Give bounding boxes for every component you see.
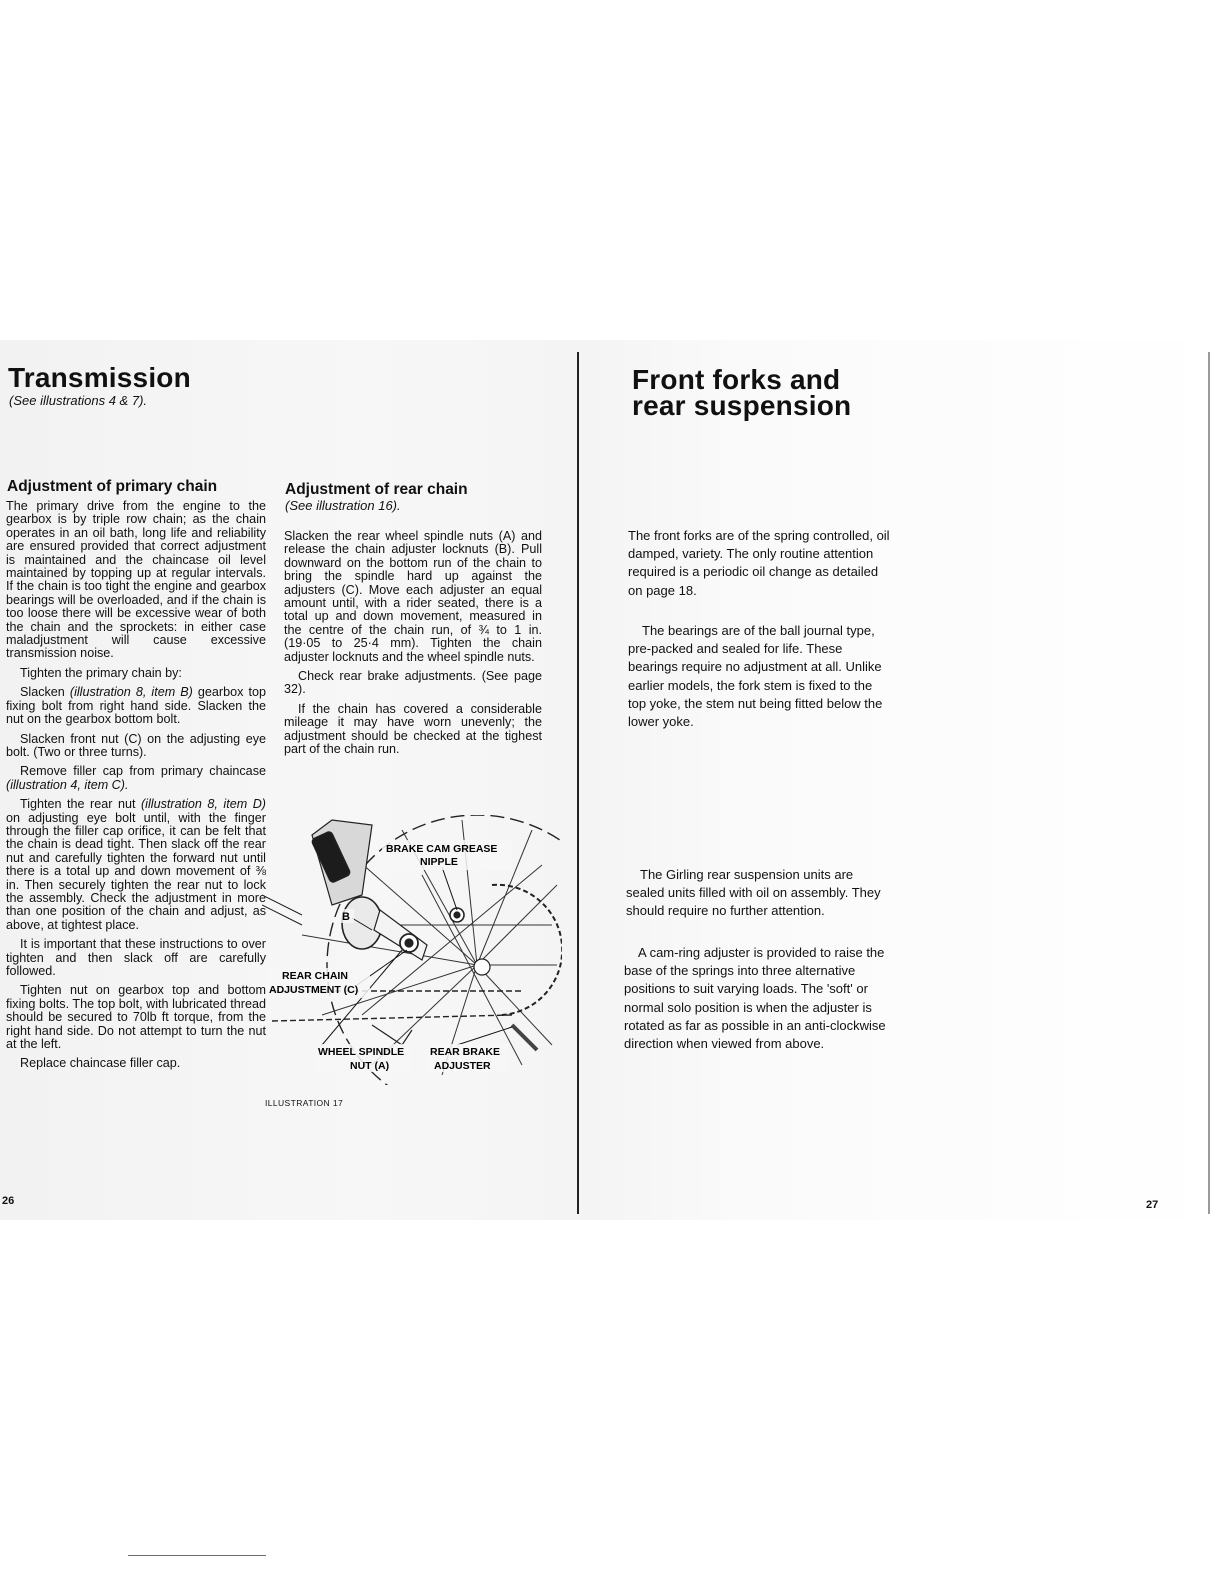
rear-chain-wear-paragraph: If the chain has covered a considerable mileage it may have worn unevenly; the adjustment should be checked at the tighest part of the chain run. [284,701,542,757]
left-page-number: 26 [2,1195,15,1207]
primary-step-replace-cap: Replace chaincase filler cap. [20,1056,181,1071]
left-page-title: Transmission [8,362,191,393]
rear-wheel-illustration [262,815,562,1085]
cam-ring-adjuster-paragraph: A cam-ring adjuster is provided to raise the base of the springs into three alternative positions to suit varying loads. The 'soft' or normal solo position is when the adjuster is rotated as far as possible in an anti-clockwise direction when viewed from above. [624,945,886,1052]
front-forks-paragraph: The front forks are of the spring controlled, oil damped, variety. The only routine attention required is a periodic oil change as detailed on page 18. [628,528,890,598]
primary-step-slacken-bolt: Slacken (illustration 8, item B) gearbox top fixing bolt from right hand side. Slacken the nut on the gearbox bottom bolt. [6,685,266,727]
rear-chain-subtitle: (See illustration 16). [285,498,401,513]
footer-rule [128,1555,266,1556]
girling-suspension-paragraph: The Girling rear suspension units are sealed units filled with oil on assembly. They should require no further attention. [626,867,881,919]
rear-brake-check-paragraph: Check rear brake adjustments. (See page 32). [284,669,542,697]
page-gutter-divider [577,352,579,1214]
right-page-title-line2: rear suspension [632,390,852,421]
label-adjustment-c: ADJUSTMENT (C) [269,984,359,996]
primary-chain-column [6,500,266,1077]
rear-chain-heading: Adjustment of rear chain [285,481,468,498]
label-nut-a: NUT (A) [350,1060,390,1072]
right-page-number: 27 [1146,1199,1159,1211]
illustration-caption: ILLUSTRATION 17 [265,1098,344,1108]
right-page-title-line1: Front forks and [632,364,841,395]
left-page-subtitle: (See illustrations 4 & 7). [9,393,148,408]
label-wheel-spindle: WHEEL SPINDLE [318,1046,405,1058]
primary-step-tighten-gearbox-nut: Tighten nut on gearbox top and bottom fixing bolts. The top bolt, with lubricated thread should be secured to 70lb ft torque, from the right hand side. Do not attempt to turn the nut at the left. [6,983,266,1052]
bearings-paragraph: The bearings are of the ball journal type, pre-packed and sealed for life. These bearings require no adjustment at all. Unlike earlier models, the fork stem is fixed to the top yoke, the stem nut being fitted below the lower yoke. [628,623,883,730]
primary-intro-paragraph: The primary drive from the engine to the gearbox is by triple row chain; as the chain operates in an oil bath, long life and reliability are ensured provided that correct adjustment is maintained and the chaincase oil level maintained by topping up at regular intervals. If the chain is too tight the engine and gearbox bearings will be overloaded, and if the chain is too loose there will be excessive wear of both the chain and the sprockets: in either case maladjustment will cause excessive transmission noise. [6,499,266,661]
primary-step-important-note: It is important that these instructions to over tighten and then slack off are carefully followed. [6,937,266,978]
label-rear-chain: REAR CHAIN [282,970,348,982]
label-b: B [342,911,350,923]
rear-chain-column [284,530,542,763]
primary-chain-heading: Adjustment of primary chain [7,478,218,495]
label-brake-cam-grease: BRAKE CAM GREASE [386,843,498,855]
primary-step-tighten-rear-nut: Tighten the rear nut (illustration 8, item D) on adjusting eye bolt until, with the finger through the filler cap orifice, it can be felt that the chain is dead tight. Then slack off the rear nut and carefully tighten the forward nut until there is a total up and down movement of ⅜ in. Then securely tighten the rear nut to lock the assembly. Check the adjustment in more than one position of the chain and adjust, as above, at tightest place. [6,797,266,932]
page-edge-line [1208,352,1210,1214]
primary-tighten-lead: Tighten the primary chain by: [20,665,182,680]
label-nipple: NIPPLE [420,856,458,868]
primary-step-remove-filler: Remove filler cap from primary chaincase (illustration 4, item C). [6,764,266,792]
rear-chain-paragraph: Slacken the rear wheel spindle nuts (A) and release the chain adjuster locknuts (B). Pull downward on the bottom run of the chain to bring the spindle hard up against the adjusters (C). Move each adjuster an equal amount until, with a rider seated, there is a total up and down movement, measured in the centre of the chain run, of ¾ to 1 in. (19·05 to 25·4 mm). Tighten the chain adjuster locknuts and the wheel spindle nuts. [284,529,542,664]
primary-step-slacken-front-nut: Slacken front nut (C) on the adjusting eye bolt. (Two or three turns). [6,731,266,759]
label-rear-brake: REAR BRAKE [430,1046,501,1058]
label-adjuster: ADJUSTER [434,1060,491,1072]
